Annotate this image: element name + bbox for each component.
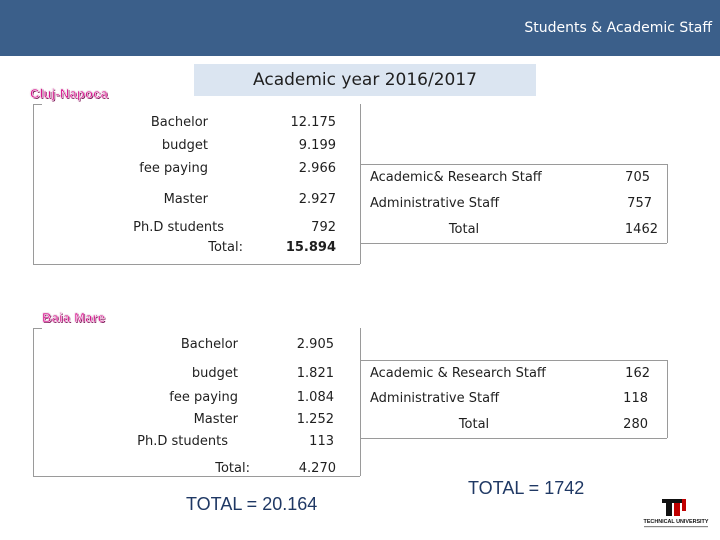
cluj-left-border xyxy=(33,104,34,264)
baia-staff-top-border xyxy=(360,360,667,361)
baia-academic-staff-label: Academic & Research Staff xyxy=(370,366,546,381)
cluj-total-value: 15.894 xyxy=(285,240,336,255)
baia-total-label: Total: xyxy=(215,461,250,476)
baia-phd-label: Ph.D students xyxy=(137,434,228,449)
cluj-divider xyxy=(360,104,361,264)
header-bar xyxy=(0,0,720,56)
cluj-staff-right-border xyxy=(667,164,668,243)
baia-staff-bottom-border xyxy=(360,438,667,439)
university-logo-icon xyxy=(636,498,716,534)
baia-staff-total-label: Total xyxy=(458,417,490,432)
baia-fee-label: fee paying xyxy=(169,390,238,405)
cluj-academic-staff-value: 705 xyxy=(625,170,650,185)
logo-text: TECHNICAL UNIVERSITY xyxy=(643,519,709,525)
cluj-phd-label: Ph.D students xyxy=(133,220,224,235)
baia-budget-label: budget xyxy=(191,366,238,381)
baia-academic-staff-value: 162 xyxy=(625,366,650,381)
baia-divider xyxy=(360,328,361,476)
cluj-admin-staff-label: Administrative Staff xyxy=(370,196,500,211)
baia-phd-value: 113 xyxy=(309,434,334,449)
cluj-top-border xyxy=(33,104,42,105)
baia-master-label: Master xyxy=(193,412,238,427)
students-grand-total: TOTAL = 20.164 xyxy=(186,494,318,514)
slide-title: Students & Academic Staff xyxy=(524,20,712,36)
cluj-academic-staff-label: Academic& Research Staff xyxy=(370,170,542,185)
cluj-master-value: 2.927 xyxy=(298,192,336,207)
baia-bachelor-label: Bachelor xyxy=(180,337,238,352)
cluj-staff-total-value: 1462 xyxy=(624,222,658,237)
baia-admin-staff-label: Administrative Staff xyxy=(370,391,500,406)
baia-staff-right-border xyxy=(667,360,668,438)
cluj-budget-label: budget xyxy=(161,138,208,153)
baia-admin-staff-value: 118 xyxy=(623,391,648,406)
baia-fee-value: 1.084 xyxy=(296,390,334,405)
baia-staff-total-value: 280 xyxy=(623,417,648,432)
cluj-admin-staff-value: 757 xyxy=(627,196,652,211)
cluj-phd-value: 792 xyxy=(311,220,336,235)
academic-year-box: Academic year 2016/2017 xyxy=(194,64,536,96)
cluj-master-label: Master xyxy=(163,192,208,207)
cluj-bachelor-label: Bachelor xyxy=(150,115,208,130)
city-label-cluj: Cluj-Napoca xyxy=(30,86,109,101)
city-label-baia-mare: Baia Mare xyxy=(42,310,106,325)
cluj-total-label: Total: xyxy=(208,240,243,255)
cluj-staff-bottom-border xyxy=(360,243,667,244)
baia-master-value: 1.252 xyxy=(296,412,334,427)
cluj-staff-total-label: Total xyxy=(448,222,480,237)
baia-bachelor-value: 2.905 xyxy=(296,337,334,352)
cluj-fee-label: fee paying xyxy=(139,161,208,176)
cluj-staff-top-border xyxy=(360,164,667,165)
baia-budget-value: 1.821 xyxy=(296,366,334,381)
baia-total-value: 4.270 xyxy=(298,461,336,476)
cluj-bottom-border xyxy=(33,264,360,265)
staff-grand-total: TOTAL = 1742 xyxy=(468,478,585,498)
baia-left-border xyxy=(33,328,34,476)
cluj-budget-value: 9.199 xyxy=(298,138,336,153)
baia-top-border xyxy=(33,328,42,329)
baia-bottom-border xyxy=(33,476,360,477)
cluj-fee-value: 2.966 xyxy=(298,161,336,176)
cluj-bachelor-value: 12.175 xyxy=(290,115,336,130)
university-logo xyxy=(636,498,716,534)
